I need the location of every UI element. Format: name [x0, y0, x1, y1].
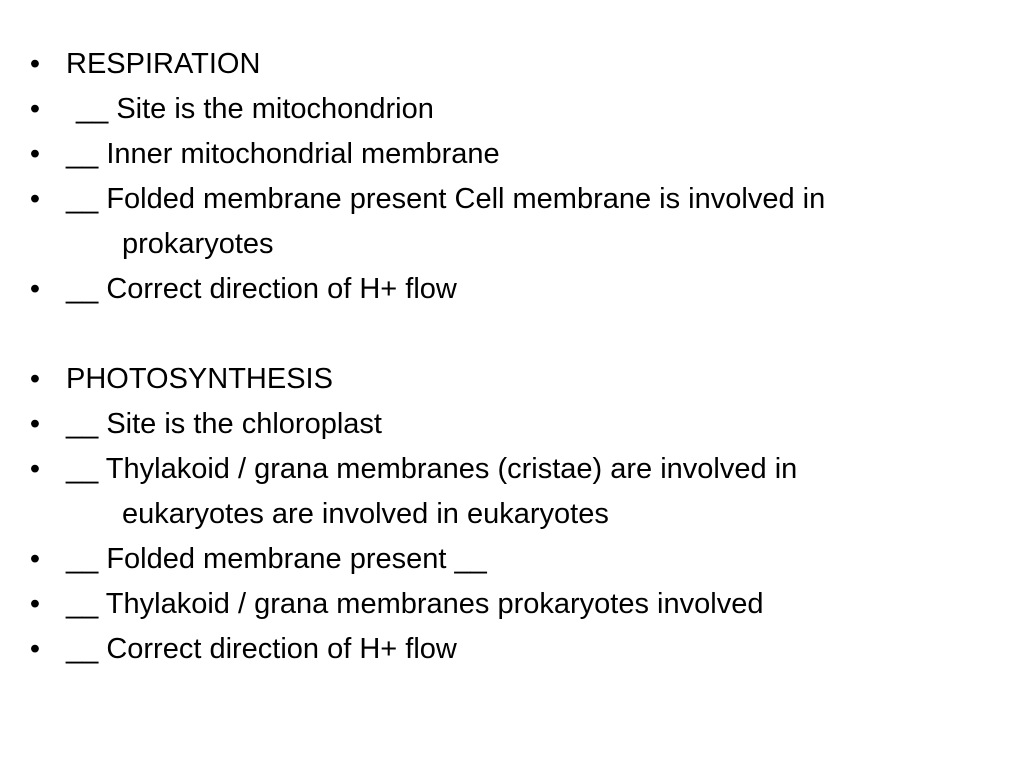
section-heading-respiration: [0, 42, 1024, 87]
bullet-icon: •: [29, 183, 41, 215]
bullet-icon: •: [29, 48, 41, 80]
list-item: [0, 447, 1024, 492]
list-item: [0, 177, 1024, 222]
bullet-icon: •: [29, 543, 41, 575]
bullet-icon: •: [29, 138, 41, 170]
bullet-list: [0, 42, 1024, 672]
list-item: [0, 627, 1024, 672]
item-text: __ Inner mitochondrial membrane: [66, 138, 500, 170]
bullet-icon: •: [29, 363, 41, 395]
item-text: __ Site is the chloroplast: [66, 408, 382, 440]
item-text: __ Site is the mitochondrion: [76, 93, 434, 125]
item-text: __ Correct direction of H+ flow: [66, 273, 457, 305]
bullet-icon: •: [29, 273, 41, 305]
bullet-icon: •: [29, 588, 41, 620]
item-text: __ Correct direction of H+ flow: [66, 633, 457, 665]
item-text: __ Thylakoid / grana membranes (cristae) are involved in: [66, 453, 798, 485]
item-continuation: eukaryotes are involved in eukaryotes: [122, 498, 609, 530]
bullet-icon: •: [29, 453, 41, 485]
item-continuation: prokaryotes: [122, 228, 274, 260]
list-item: [0, 87, 1024, 132]
heading-text: PHOTOSYNTHESIS: [66, 363, 333, 395]
heading-text: RESPIRATION: [66, 48, 261, 80]
bullet-icon: •: [29, 93, 41, 125]
list-item: [0, 267, 1024, 312]
item-text: __ Folded membrane present __: [66, 543, 487, 575]
section-spacer: [0, 312, 1024, 357]
list-item: [0, 132, 1024, 177]
list-item: [0, 537, 1024, 582]
bullet-icon: •: [29, 408, 41, 440]
list-item: [0, 402, 1024, 447]
list-item: [0, 582, 1024, 627]
item-text: __ Thylakoid / grana membranes prokaryotes involved: [66, 588, 764, 620]
section-heading-photosynthesis: [0, 357, 1024, 402]
item-text: __ Folded membrane present Cell membrane is involved in: [66, 183, 826, 215]
bullet-icon: •: [29, 633, 41, 665]
